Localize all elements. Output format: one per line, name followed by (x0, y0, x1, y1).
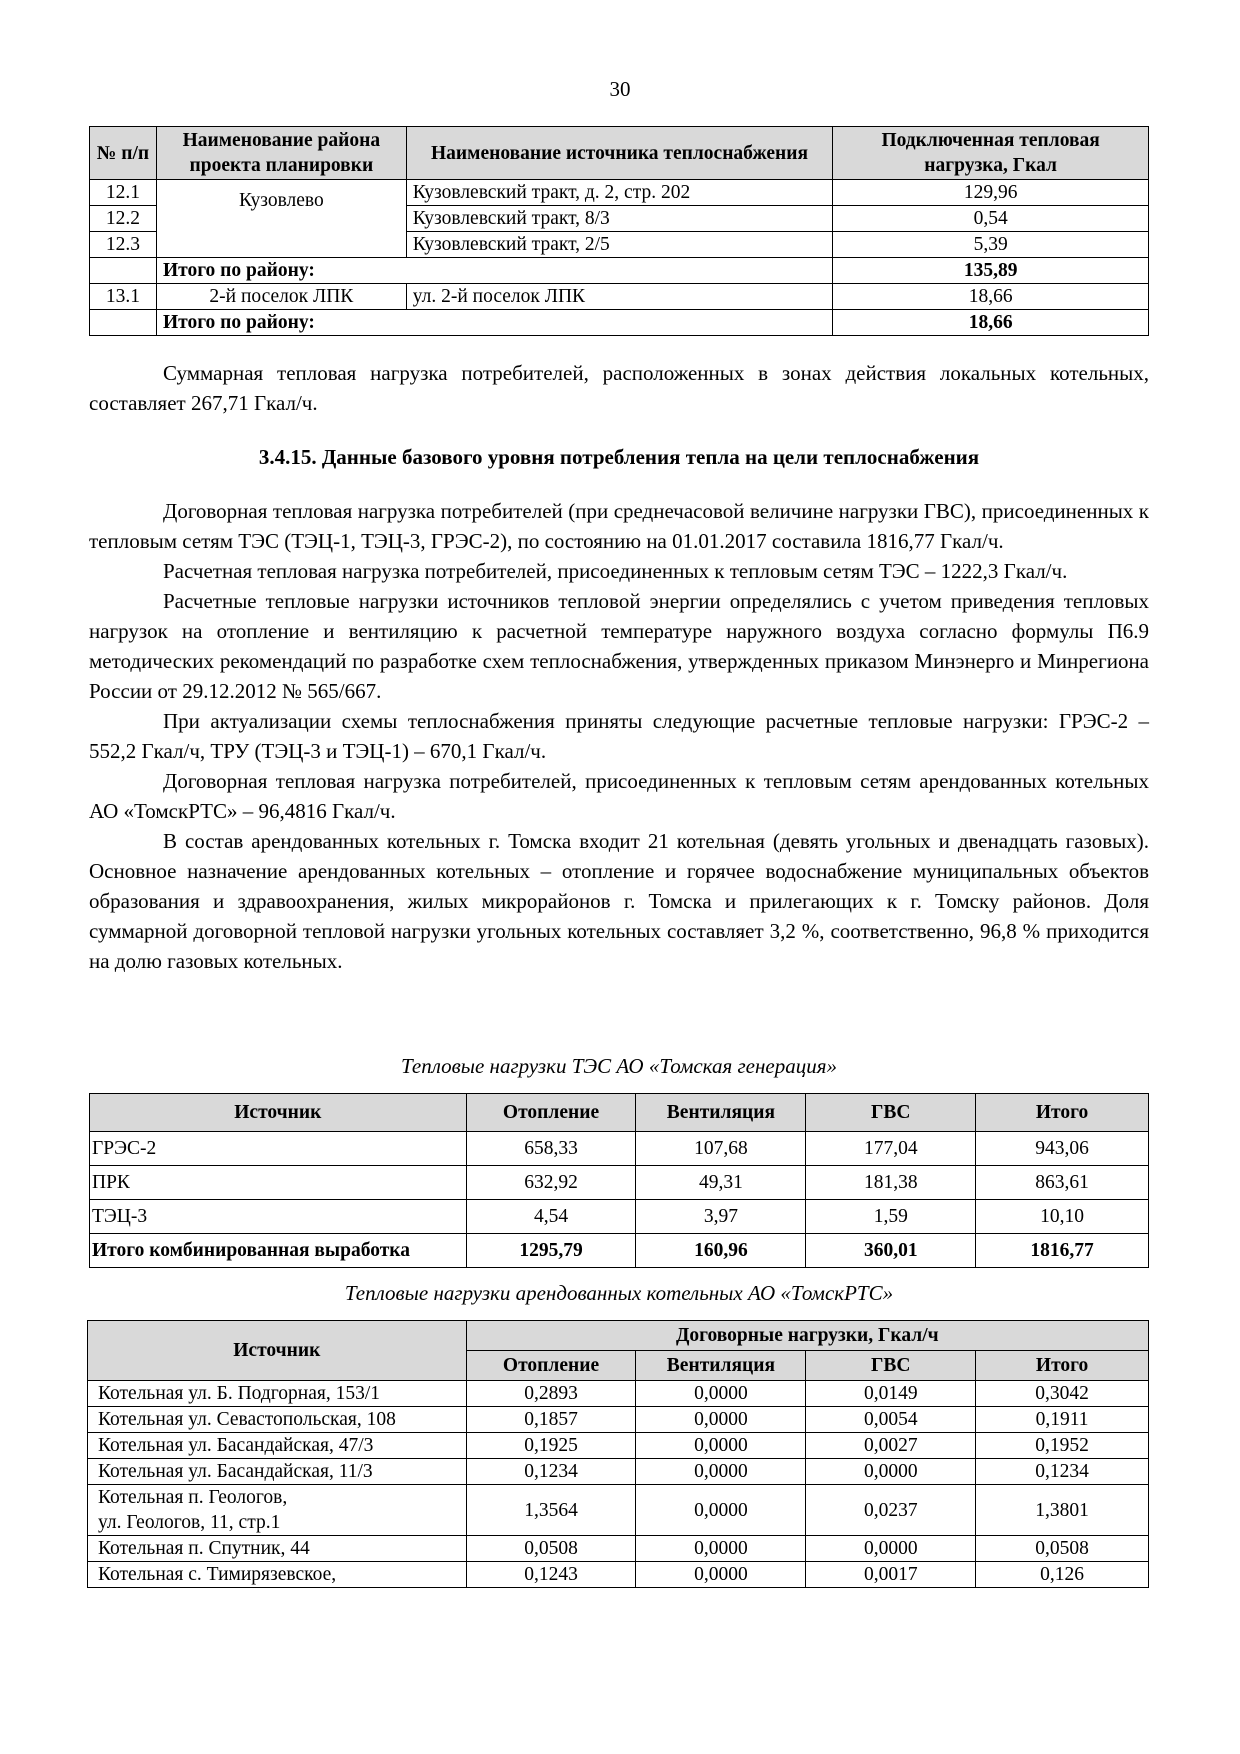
table-row: ПРК 632,92 49,31 181,38 863,61 (90, 1166, 1149, 1200)
total-label: Итого комбинированная выработка (90, 1234, 467, 1268)
table-row (90, 284, 1149, 310)
source-name: ТЭЦ-3 (90, 1200, 467, 1234)
page-number: 30 (609, 77, 631, 101)
row-number: 12.3 (90, 232, 157, 258)
header-total: Итого (976, 1094, 1149, 1132)
header-hot-water: ГВС (806, 1351, 976, 1381)
source-name: Котельная ул. Басандайская, 11/3 (88, 1459, 467, 1485)
table-header-row (90, 127, 1149, 180)
source-name: Кузовлевский тракт, 8/3 (406, 206, 833, 232)
total-row (90, 310, 1149, 336)
table-row: ГРЭС-2 658,33 107,68 177,04 943,06 (90, 1132, 1149, 1166)
header-total: Итого (976, 1351, 1149, 1381)
section-title: 3.4.15. Данные базового уровня потребления тепла на цели теплоснабжения (258, 445, 980, 469)
source-name: Котельная ул. Басандайская, 47/3 (88, 1433, 467, 1459)
header-hot-water: ГВС (806, 1094, 976, 1132)
row-number: 12.1 (90, 180, 157, 206)
table-row: Котельная п. Спутник, 44 0,0508 0,0000 0,0000 0,0508 (88, 1536, 1149, 1562)
paragraph: Договорная тепловая нагрузка потребителей (при среднечасовой величине нагрузки ГВС), присоединенных к тепловым сетям ТЭС (ТЭЦ-1, ТЭЦ-3, ГРЭС-2), по состоянию на 01.01.2017 составила 1816,77 Гкал/ч. (89, 499, 1149, 553)
table-caption: Тепловые нагрузки арендованных котельных АО «ТомскРТС» (344, 1281, 894, 1305)
header-contract-loads: Договорные нагрузки, Гкал/ч (466, 1321, 1148, 1351)
table-header-row (88, 1321, 1149, 1351)
paragraph: В состав арендованных котельных г. Томска входит 21 котельная (девять угольных и двенадцать газовых). Основное назначение арендованных котельных – отопление и горячее водоснабжение муниципальных объектов образования и здравоохранения, жилых микрорайонов г. Томска и прилегающих к г. Томску районов. Доля суммарной договорной тепловой нагрузки угольных котельных составляет 3,2 %, соответственно, 96,8 % приходится на долю газовых котельных. (89, 829, 1149, 973)
table-row: Котельная с. Тимирязевское, 0,1243 0,0000 0,0017 0,126 (88, 1562, 1149, 1588)
paragraph: При актуализации схемы теплоснабжения приняты следующие расчетные тепловые нагрузки: ГРЭС-2 – 552,2 Гкал/ч, ТРУ (ТЭЦ-3 и ТЭЦ-1) – 670,1 Гкал/ч. (89, 709, 1149, 763)
body-text (89, 496, 1149, 976)
header-source: Источник (88, 1321, 467, 1381)
district-load-table (89, 126, 1149, 336)
source-name: Кузовлевский тракт, 2/5 (406, 232, 833, 258)
total-label: Итого по району: (156, 258, 832, 284)
paragraph: Договорная тепловая нагрузка потребителей, присоединенных к тепловым сетям арендованных котельных АО «ТомскРТС» – 96,4816 Гкал/ч. (89, 769, 1149, 823)
paragraph: Расчетные тепловые нагрузки источников тепловой энергии определялись с учетом приведения тепловых нагрузок на отопление и вентиляцию к расчетной температуре наружного воздуха согласно формулы П6.9 методических рекомендаций по разработке схем теплоснабжения, утвержденных приказом Минэнерго и Минрегиона России от 29.12.2012 № 565/667. (89, 589, 1149, 703)
total-row: Итого комбинированная выработка 1295,79 160,96 360,01 1816,77 (90, 1234, 1149, 1268)
district-name: 2-й поселок ЛПК (156, 284, 406, 310)
table-row: Котельная п. Геологов, ул. Геологов, 11, стр.1 1,3564 0,0000 0,0237 1,3801 (88, 1485, 1149, 1536)
table-row: Котельная ул. Б. Подгорная, 153/1 0,2893 0,0000 0,0149 0,3042 (88, 1381, 1149, 1407)
table-row (90, 180, 1149, 206)
row-number: 13.1 (90, 284, 157, 310)
header-heating: Отопление (466, 1094, 636, 1132)
source-name: ул. 2-й поселок ЛПК (406, 284, 833, 310)
header-ventilation: Вентиляция (636, 1094, 806, 1132)
summary-paragraph: Суммарная тепловая нагрузка потребителей, расположенных в зонах действия локальных котельных, составляет 267,71 Гкал/ч. (89, 361, 1149, 415)
header-number: № п/п (90, 127, 157, 180)
table-row: Котельная ул. Басандайская, 11/3 0,1234 0,0000 0,0000 0,1234 (88, 1459, 1149, 1485)
total-label: Итого по району: (156, 310, 832, 336)
district-name: Кузовлево (156, 180, 406, 258)
load-value: 129,96 (833, 180, 1149, 206)
source-name: Кузовлевский тракт, д. 2, стр. 202 (406, 180, 833, 206)
rts-boiler-table (87, 1320, 1149, 1588)
row-number: 12.2 (90, 206, 157, 232)
load-value: 0,54 (833, 206, 1149, 232)
load-value: 18,66 (833, 284, 1149, 310)
header-source: Наименование источника теплоснабжения (406, 127, 833, 180)
table-row: Котельная ул. Севастопольская, 108 0,1857 0,0000 0,0054 0,1911 (88, 1407, 1149, 1433)
header-heating: Отопление (466, 1351, 636, 1381)
source-name: Котельная ул. Севастопольская, 108 (88, 1407, 467, 1433)
table-row: ТЭЦ-3 4,54 3,97 1,59 10,10 (90, 1200, 1149, 1234)
source-name: Котельная п. Геологов, ул. Геологов, 11, стр.1 (88, 1485, 467, 1536)
source-name: Котельная п. Спутник, 44 (88, 1536, 467, 1562)
table-caption: Тепловые нагрузки ТЭС АО «Томская генерация» (400, 1054, 837, 1078)
source-name: Котельная ул. Б. Подгорная, 153/1 (88, 1381, 467, 1407)
tes-load-table (89, 1093, 1149, 1268)
source-name: Котельная с. Тимирязевское, (88, 1562, 467, 1588)
total-value: 135,89 (833, 258, 1149, 284)
table-header-row (90, 1094, 1149, 1132)
header-ventilation: Вентиляция (636, 1351, 806, 1381)
paragraph: Расчетная тепловая нагрузка потребителей, присоединенных к тепловым сетям ТЭС – 1222,3 Гкал/ч. (163, 559, 1068, 583)
table-row: Котельная ул. Басандайская, 47/3 0,1925 0,0000 0,0027 0,1952 (88, 1433, 1149, 1459)
header-district: Наименование района проекта планировки (156, 127, 406, 180)
header-source: Источник (90, 1094, 467, 1132)
total-row (90, 258, 1149, 284)
source-name: ПРК (90, 1166, 467, 1200)
source-name: ГРЭС-2 (90, 1132, 467, 1166)
header-load: Подключенная тепловая нагрузка, Гкал (833, 127, 1149, 180)
load-value: 5,39 (833, 232, 1149, 258)
total-value: 18,66 (833, 310, 1149, 336)
